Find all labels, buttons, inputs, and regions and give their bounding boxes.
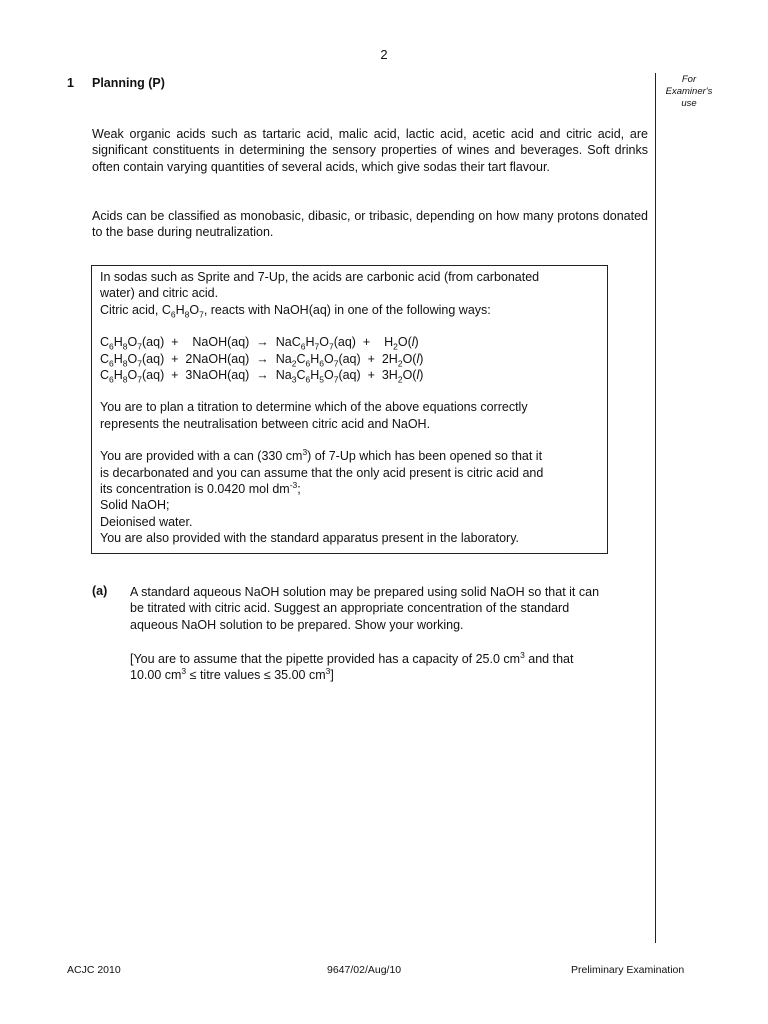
intro-paragraph-1: Weak organic acids such as tartaric acid, malic acid, lactic acid, acetic acid and citric acid, are significant constituents in determining the sensory properties of wines and beverages. Soft drinks often contain varying quantities of several acids, which give sodas their tart flavour. <box>92 127 648 174</box>
equation-1: $C_6H_8O_7(aq)$ + NaOH(aq) → $NaC_6H_7O_7(aq)$ + $H_2O(l)$ <box>100 335 419 352</box>
footer-school: ACJC 2010 <box>67 964 121 976</box>
box-line: You are to plan a titration to determine which of the above equations correctly <box>100 400 528 415</box>
box-line: In sodas such as Sprite and 7-Up, the acids are carbonic acid (from carbonated <box>100 270 540 284</box>
examiner-note-line: use <box>681 98 697 109</box>
box-line: You are also provided with the standard apparatus present in the laboratory. <box>100 531 520 546</box>
part-a-assumption-note <box>130 651 652 684</box>
page-number: 2 <box>380 47 388 62</box>
part-a-question <box>130 584 652 633</box>
information-box <box>91 265 608 554</box>
examiner-note-line: For <box>681 74 697 85</box>
question-title: Planning (P) <box>92 76 165 90</box>
citric-acid-formula-line: Citric acid, $C_6H_8O_7$, reacts with NaOH(aq) in one of the following ways: <box>100 302 491 320</box>
equation-3: $C_6H_8O_7(aq)$ + 3NaOH(aq) → $Na_3C_6H_5O_7(aq) + 3H_2O(l)$ <box>100 368 424 385</box>
examiner-use-note <box>656 74 722 110</box>
part-a-line: be titrated with citric acid. Suggest an appropriate concentration of the standard <box>130 601 570 616</box>
part-a-note-line: 10.00 $cm^3$ ≤ titre values ≤ 35.00 $cm^3$] <box>130 666 334 683</box>
part-a-line: aqueous NaOH solution to be prepared. Show your working. <box>130 617 464 632</box>
box-line: represents the neutralisation between citric acid and NaOH. <box>100 416 431 431</box>
box-line: is decarbonated and you can assume that the only acid present is citric acid and <box>100 465 544 480</box>
examiner-note-line: Examiner's <box>665 86 713 97</box>
footer-exam-name: Preliminary Examination <box>571 964 685 976</box>
box-line: Deionised water. <box>100 514 193 529</box>
part-a-line: A standard aqueous NaOH solution may be prepared using solid NaOH so that it can <box>130 585 600 599</box>
question-number: 1 <box>67 76 74 90</box>
footer-paper-code: 9647/02/Aug/10 <box>327 964 402 976</box>
part-a-label: (a) <box>92 584 108 598</box>
box-line: its concentration is 0.0420 mol $dm^{-3}$; <box>100 479 301 497</box>
box-line: Solid NaOH; <box>100 498 170 513</box>
part-a-note-line: [You are to assume that the pipette provided has a capacity of 25.0 $cm^3$ and that <box>130 649 574 666</box>
equation-2: $C_6H_8O_7(aq)$ + 2NaOH(aq) → $Na_2C_6H_6O_7(aq) + 2H_2O(l)$ <box>100 351 424 369</box>
intro-paragraph-2: Acids can be classified as monobasic, dibasic, or tribasic, depending on how many protons donated to the base during neutralization. <box>92 209 648 240</box>
box-line: water) and citric acid. <box>100 286 219 301</box>
box-line: You are provided with a can (330 $cm^3$) of 7-Up which has been opened so that it <box>100 447 543 464</box>
examiner-margin-rule <box>655 73 656 943</box>
